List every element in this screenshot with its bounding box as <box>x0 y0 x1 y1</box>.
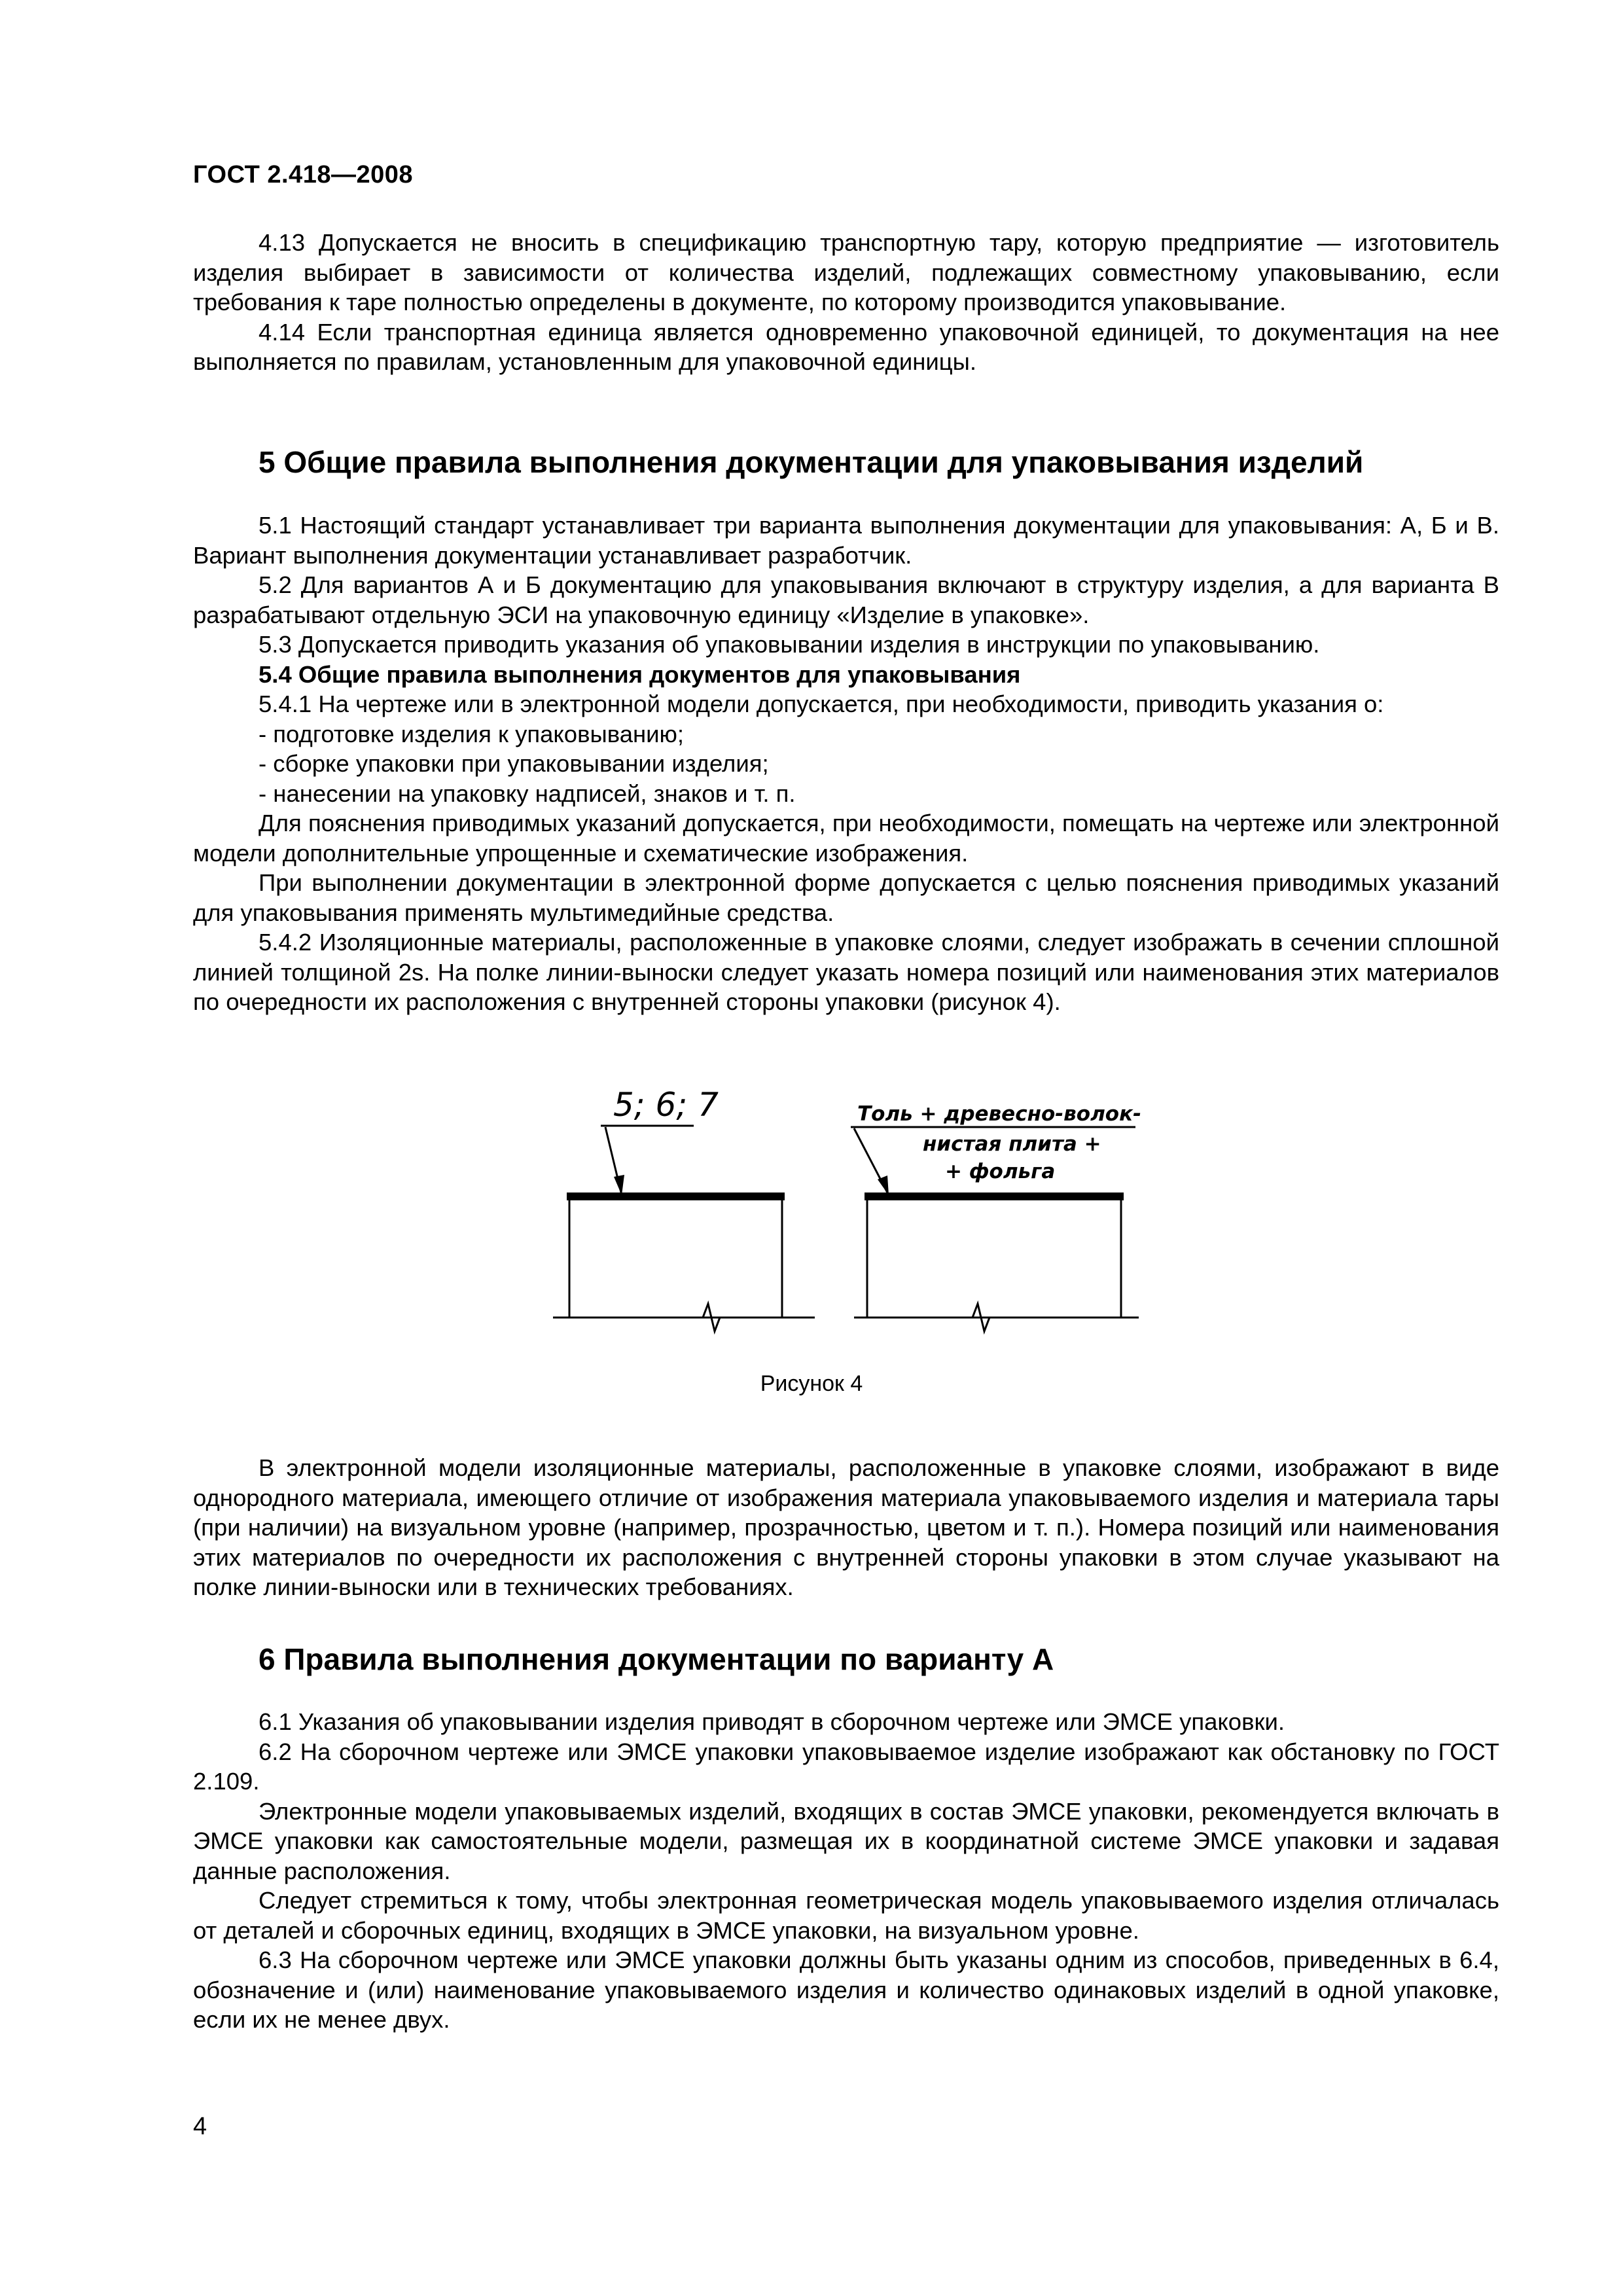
left-insulation-layer <box>567 1193 785 1200</box>
paragraph-5-4-1: 5.4.1 На чертеже или в электронной модели допускается, при необходимости, приводить указания о: <box>259 691 1384 717</box>
paragraph-explanation-images: Для пояснения приводимых указаний допускается, при необходимости, помещать на чертеже или электронной модели дополнительные упрощенные и схематические изображения. <box>193 810 1499 867</box>
paragraph-6-2: 6.2 На сборочном чертеже или ЭМСЕ упаковки упаковываемое изделие изображают как обстановку по ГОСТ 2.109. <box>193 1738 1499 1795</box>
section-6-body <box>193 1707 1499 2035</box>
right-material-label-1: Толь + древесно-волок- <box>857 1102 1141 1126</box>
paragraph-4-13: 4.13 Допускается не вносить в спецификацию транспортную тару, которую предприятие — изготовитель изделия выбирает в зависимости от количества изделий, подлежащих совместному упаковыванию, если требования к таре полностью определены в документе, по которому производится упаковывание. <box>193 229 1499 315</box>
subsection-5-4-heading: 5.4 Общие правила выполнения документов для упаковывания <box>259 660 1021 688</box>
paragraph-5-2: 5.2 Для вариантов А и Б документацию для упаковывания включают в структуру изделия, а для варианта В разрабатывают отдельную ЭСИ на упаковочную единицу «Изделие в упаковке». <box>193 571 1499 628</box>
figure-left-drawing <box>553 1086 815 1331</box>
after-figure-body <box>193 1453 1499 1602</box>
left-position-label: 5; 6; 7 <box>613 1086 719 1124</box>
right-material-label-2: нистая плита + <box>923 1132 1101 1156</box>
right-break-symbol <box>963 1304 999 1331</box>
paragraph-6-1: 6.1 Указания об упаковывании изделия приводят в сборочном чертеже или ЭМСЕ упаковки. <box>259 1708 1285 1735</box>
paragraph-4-14: 4.14 Если транспортная единица является одновременно упаковочной единицей, то документация на нее выполняется по правилам, установленным для упаковочной единицы. <box>193 318 1499 375</box>
paragraph-6-3: 6.3 На сборочном чертеже или ЭМСЕ упаковки должны быть указаны одним из способов, приведенных в 6.4, обозначение и (или) наименование упаковываемого изделия и количество одинаковых изделий в одной упаковке, если их не менее двух. <box>193 1946 1499 2033</box>
section-5-title: 5 Общие правила выполнения документации для упаковывания изделий <box>259 445 1364 479</box>
document-header: ГОСТ 2.418—2008 <box>193 161 413 188</box>
paragraph-electronic-model-insulation: В электронной модели изоляционные материалы, расположенные в упаковке слоями, изображают в виде однородного материала, имеющего отличие от изображения материала упаковываемого изделия и материала тары (при наличии) на визуальном уровне (например, прозрачностью, цветом и т. п.). Номера позиций или наименования этих материалов по очередности их расположения с внутренней стороны упаковки в этом случае указывают на полке линии-выноски или в технических требованиях. <box>193 1454 1499 1600</box>
paragraph-visual-level: Следует стремиться к тому, чтобы электронная геометрическая модель упаковываемого изделия отличалась от деталей и сборочных единиц, входящих в ЭМСЕ упаковки, на визуальном уровне. <box>193 1887 1499 1944</box>
section-6-title-block <box>193 1640 1499 1679</box>
left-break-symbol <box>694 1304 729 1331</box>
paragraph-5-1: 5.1 Настоящий стандарт устанавливает три варианта выполнения документации для упаковывания: А, Б и В. Вариант выполнения документации устанавливает разработчик. <box>193 512 1499 569</box>
list-item-dash-2: - сборке упаковки при упаковывании изделия; <box>259 750 769 777</box>
paragraph-5-4-2: 5.4.2 Изоляционные материалы, расположенные в упаковке слоями, следует изображать в сечении сплошной линией толщиной 2s. На полке линии-выноски следует указать номера позиций или наименования этих материалов по очередности их расположения с внутренней стороны упаковки (рисунок 4). <box>193 929 1499 1015</box>
list-item-dash-3: - нанесении на упаковку надписей, знаков и т. п. <box>259 780 796 807</box>
page-number: 4 <box>193 2113 207 2140</box>
section-6-title: 6 Правила выполнения документации по варианту А <box>259 1642 1054 1676</box>
paragraph-electronic-models: Электронные модели упаковываемых изделий, входящих в состав ЭМСЕ упаковки, рекомендуется включать в ЭМСЕ упаковки как самостоятельные модели, размещая их в координатной системе ЭМСЕ упаковки и задавая данные расположения. <box>193 1797 1499 1884</box>
paragraph-multimedia: При выполнении документации в электронной форме допускается с целью пояснения приводимых указаний для упаковывания применять мультимедийные средства. <box>193 869 1499 926</box>
left-leader-arrow <box>614 1175 624 1195</box>
right-insulation-layer <box>865 1193 1124 1200</box>
paragraph-5-3: 5.3 Допускается приводить указания об упаковывании изделия в инструкции по упаковыванию. <box>259 631 1320 658</box>
figure-caption: Рисунок 4 <box>760 1371 863 1396</box>
figure-right-drawing <box>851 1102 1141 1331</box>
right-material-label-3: + фольга <box>945 1160 1056 1183</box>
list-item-dash-1: - подготовке изделия к упаковыванию; <box>259 720 685 747</box>
